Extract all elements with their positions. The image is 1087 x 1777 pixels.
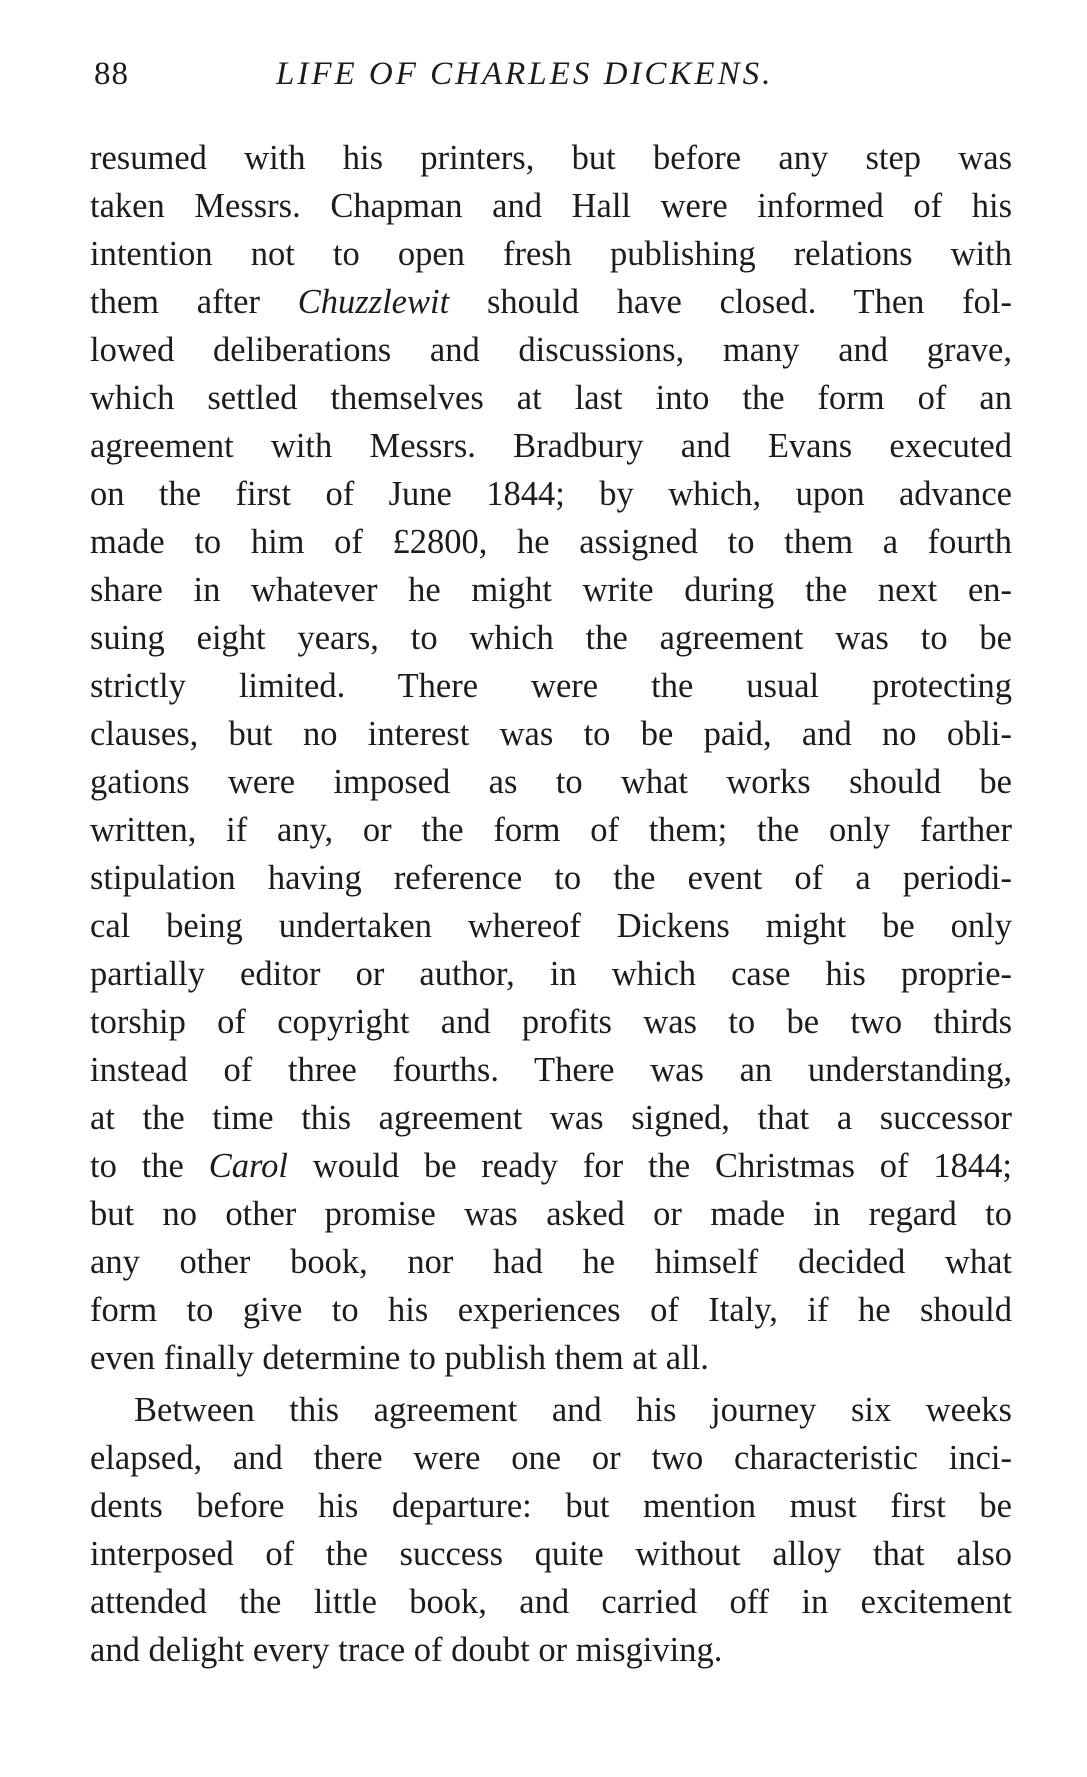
text-segment: them after	[90, 283, 298, 321]
text-line: lowed deliberations and discussions, many and grave,	[90, 331, 1012, 369]
text-line: Between this agreement and his journey six weeks	[134, 1391, 1012, 1429]
text-line: but no other promise was asked or made in regard to	[90, 1195, 1012, 1233]
text-line: clauses, but no interest was to be paid, and no obli-	[90, 715, 1012, 753]
book-title-carol: Carol	[208, 1147, 288, 1185]
text-line	[90, 278, 1012, 326]
text-line: form to give to his experiences of Italy, if he should	[90, 1291, 1012, 1329]
page-number: 88	[94, 56, 129, 92]
text-line: made to him of £2800, he assigned to them a fourth	[90, 523, 1012, 561]
text-line: torship of copyright and profits was to be two thirds	[90, 1003, 1012, 1041]
text-line: taken Messrs. Chapman and Hall were informed of his	[90, 187, 1012, 225]
text-line: at the time this agreement was signed, that a successor	[90, 1099, 1012, 1137]
text-line: resumed with his printers, but before any step was	[90, 139, 1012, 177]
text-line: cal being undertaken whereof Dickens might be only	[90, 907, 1012, 945]
text-line: written, if any, or the form of them; the only farther	[90, 811, 1012, 849]
text-line	[90, 1142, 1012, 1190]
text-segment: would be ready for the Christmas of 1844;	[287, 1147, 1013, 1185]
text-line: any other book, nor had he himself decided what	[90, 1243, 1012, 1281]
text-line: strictly limited. There were the usual protecting	[90, 667, 1012, 705]
text-line: share in whatever he might write during the next en-	[90, 571, 1012, 609]
text-line: partially editor or author, in which case his proprie-	[90, 955, 1012, 993]
text-line: on the first of June 1844; by which, upon advance	[90, 475, 1012, 513]
paragraph-2	[90, 1386, 1012, 1674]
paragraph-1	[90, 134, 1012, 1382]
text-line: which settled themselves at last into the form of an	[90, 379, 1012, 417]
text-line: elapsed, and there were one or two characteristic inci-	[90, 1439, 1012, 1477]
text-line: intention not to open fresh publishing relations with	[90, 235, 1012, 273]
text-line: suing eight years, to which the agreement was to be	[90, 619, 1012, 657]
text-segment: to the	[90, 1147, 209, 1185]
running-header	[90, 52, 1010, 96]
text-line: gations were imposed as to what works should be	[90, 763, 1012, 801]
text-line: agreement with Messrs. Bradbury and Evans executed	[90, 427, 1012, 465]
text-line: and delight every trace of doubt or misgiving.	[90, 1631, 723, 1669]
text-line: attended the little book, and carried off in excitement	[90, 1583, 1012, 1621]
text-line: interposed of the success quite without alloy that also	[90, 1535, 1012, 1573]
running-title: LIFE OF CHARLES DICKENS.	[276, 56, 774, 92]
book-title-chuzzlewit: Chuzzlewit	[297, 283, 450, 321]
text-line: even finally determine to publish them at all.	[90, 1339, 709, 1377]
body-text	[90, 134, 1012, 1674]
text-line: instead of three fourths. There was an understanding,	[90, 1051, 1012, 1089]
text-segment: should have closed. Then fol-	[449, 283, 1012, 321]
text-line: stipulation having reference to the event of a periodi-	[90, 859, 1012, 897]
text-line: dents before his departure: but mention must first be	[90, 1487, 1012, 1525]
